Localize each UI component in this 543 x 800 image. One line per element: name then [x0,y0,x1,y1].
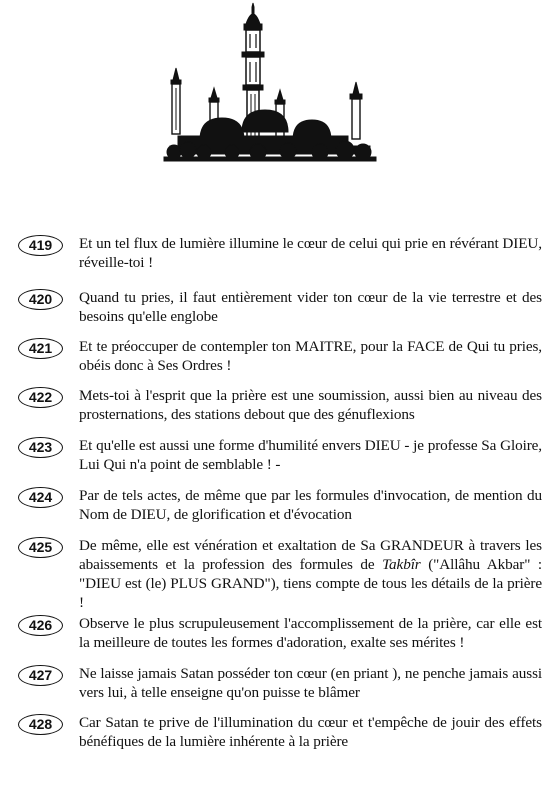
verse-text: Quand tu pries, il faut entièrement vider ton cœur de la vie terrestre et des besoins qu'elle englobe [79,289,542,325]
verse-number: 425 [18,537,63,558]
verse-number: 419 [18,235,63,256]
verse-number: 426 [18,615,63,636]
verse-text: Par de tels actes, de même que par les formules d'invocation, de mention du Nom de DIEU, de glorification et d'évocation [79,487,542,523]
verse-text: Observe le plus scrupuleusement l'accomplissement de la prière, car elle est la meilleure de toutes les formes d'adoration, exalte ses mérites ! [79,615,542,651]
verse-number: 424 [18,487,63,508]
verse-number: 420 [18,289,63,310]
left-minaret [171,68,181,134]
right-minaret [350,82,362,139]
verse-number: 428 [18,714,63,735]
verse-text-part: De même, elle est vénération et exaltation de Sa GRANDEUR à travers les abaissements et la profession des formules de [79,537,542,573]
verse-text: Et qu'elle est aussi une forme d'humilité envers DIEU - je professe Sa Gloire, Lui Qui n'a point de semblable ! - [79,437,542,473]
mosque-illustration [160,2,380,167]
verse-number: 423 [18,437,63,458]
verse-text-italic: Takbîr [382,556,421,573]
verse-number: 421 [18,338,63,359]
verse-text-part: ("Allâhu Akbar" : "DIEU est (le) PLUS GRAND"), tiens compte de tous les détails de la prière ! [79,556,543,611]
verse-text: Et te préoccuper de contempler ton MAITRE, pour la FACE de Qui tu pries, obéis donc à Ses Ordres ! [79,338,542,374]
verse-text: Mets-toi à l'esprit que la prière est une soumission, aussi bien au niveau des prosternations, des stations debout que des génuflexions [79,387,542,423]
verse-text [79,536,542,612]
verse-number: 427 [18,665,63,686]
verse-text: Et un tel flux de lumière illumine le cœur de celui qui prie en révérant DIEU, réveille-toi ! [79,235,542,271]
verse-text: Car Satan te prive de l'illumination du cœur et t'empêche de jouir des effets bénéfiques de la lumière inhérente à la prière [79,714,542,750]
verse-number: 422 [18,387,63,408]
verse-text: Ne laisse jamais Satan posséder ton cœur (en priant ), ne penche jamais aussi vers lui, à telle enseigne qu'on puisse te blâmer [79,665,542,701]
